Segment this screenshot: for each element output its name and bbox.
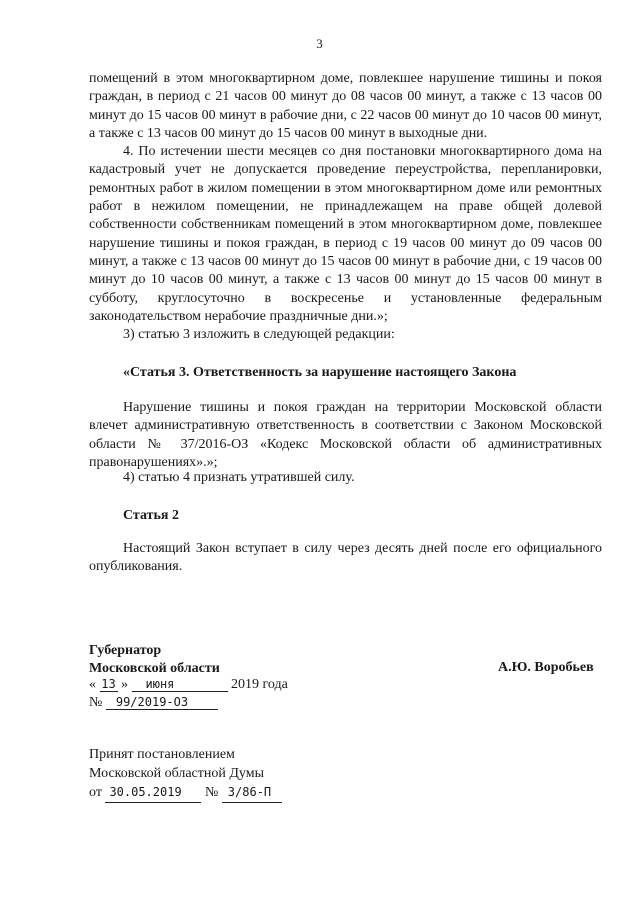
- paragraph-continuation: помещений в этом многоквартирном доме, повлекшее нарушение тишины и покоя граждан, в период с 21 часов 00 минут до 08 часов 00 минут, а также с 13 часов 00 минут до 15 часов 00 минут в рабочие дни, с 22 часов 00 минут до 10 часов 00 минут, а также с 13 часов 00 минут до 15 часов 00 минут в выходные дни.: [89, 71, 602, 141]
- adoption-from-label: от: [89, 785, 102, 800]
- page-number: 3: [316, 36, 323, 51]
- governor-name: А.Ю. Воробьев: [498, 660, 594, 675]
- item-4-text: 4) статью 4 признать утратившей силу.: [123, 470, 355, 485]
- law-number-label: №: [89, 695, 103, 710]
- governor-title-line1: Губернатор: [89, 643, 162, 658]
- adoption-line1: Принят постановлением: [89, 747, 235, 762]
- article2-text: Настоящий Закон вступает в силу через десять дней после его официального опубликования.: [89, 541, 602, 575]
- date-year: 2019 года: [231, 677, 288, 692]
- amendment-text: [89, 70, 602, 344]
- article3-body: [89, 399, 602, 472]
- governor-title-line2: Московской области: [89, 661, 220, 676]
- adoption-note: [89, 746, 282, 803]
- date-close-quote: »: [121, 677, 128, 692]
- article2-heading: Статья 2: [123, 508, 179, 523]
- law-number: [89, 695, 218, 711]
- paragraph-item-3: 3) статью 3 изложить в следующей редакции:: [123, 327, 395, 343]
- article3-text: Нарушение тишины и покоя граждан на территории Московской области влечет административную ответственность в соответствии с Законом Московской области № 37/2016-ОЗ «Кодекс Московской области об административных правонарушениях».»;: [89, 400, 602, 470]
- date-month: июня: [132, 677, 228, 692]
- adoption-line3: [89, 783, 282, 803]
- paragraph-item-4: 4. По истечении шести месяцев со дня постановки многоквартирного дома на кадастровый учет не допускается проведение переустройства, перепланировки, ремонтных работ в жилом помещении в этом многоквартирном доме или ремонтных работ в нежилом помещении, не принадлежащем на праве общей долевой собственности собственникам помещений в этом многоквартирном доме, повлекшее нарушение тишины и покоя граждан, в период с 19 часов 00 минут до 09 часов 00 минут, а также с 13 часов 00 минут до 15 часов 00 минут в рабочие дни, с 19 часов 00 минут до 10 часов 00 минут, а также с 13 часов 00 минут до 15 часов 00 минут в субботу, круглосуточно в воскресенье и установленные федеральным законодательством нерабочие праздничные дни.»;: [89, 144, 602, 324]
- law-number-value: 99/2019-ОЗ: [106, 695, 218, 710]
- governor-title: [89, 642, 220, 678]
- adoption-number: 3/86-П: [222, 783, 282, 803]
- adoption-number-label: №: [204, 785, 219, 800]
- adoption-line2: Московской областной Думы: [89, 765, 264, 781]
- signing-date: [89, 677, 329, 693]
- date-open-quote: «: [89, 677, 96, 692]
- article2-body: [89, 540, 602, 577]
- adoption-date: 30.05.2019: [105, 783, 201, 803]
- date-day: 13: [101, 677, 116, 691]
- item-4-block: [89, 469, 602, 487]
- article3-heading: «Статья 3. Ответственность за нарушение настоящего Закона: [123, 365, 517, 380]
